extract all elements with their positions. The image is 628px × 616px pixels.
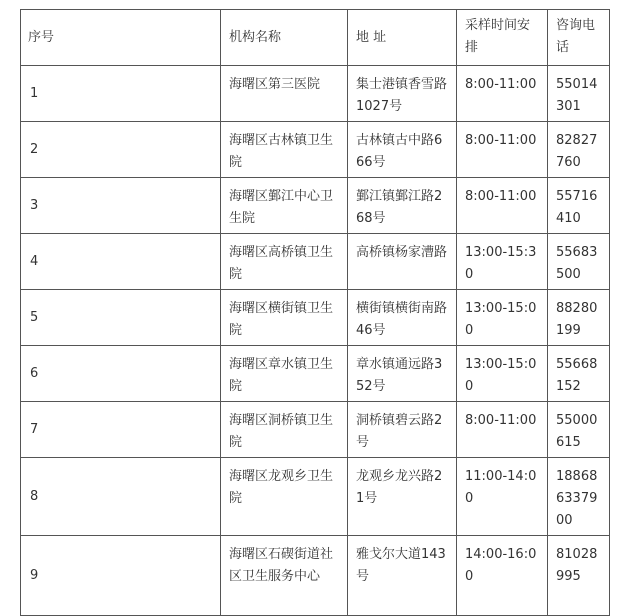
- table-cell-institution-name: [221, 458, 348, 536]
- phone-number: 55683500: [556, 245, 598, 282]
- row-number: 1: [30, 85, 39, 101]
- sampling-time: 8:00-11:00: [465, 77, 537, 92]
- sampling-time: 14:00-16:00: [465, 547, 537, 584]
- table-cell-phone-number: [548, 122, 610, 178]
- phone-number: 55668152: [556, 357, 598, 394]
- table-body: [21, 10, 610, 616]
- table-cell-row-number: [21, 346, 221, 402]
- table-cell-institution-name: [221, 66, 348, 122]
- table-cell-institution-name: [221, 178, 348, 234]
- institution-name: 海曙区章水镇卫生院: [229, 357, 334, 394]
- phone-number: 55716410: [556, 189, 598, 226]
- institution-name: 海曙区第三医院: [229, 77, 321, 92]
- table-row: [21, 458, 610, 536]
- table-cell-address: [348, 402, 457, 458]
- address: 横街镇横街南路46号: [356, 301, 448, 338]
- phone-number: 188686337900: [556, 469, 598, 528]
- address: 集士港镇香雪路1027号: [356, 77, 448, 114]
- phone-number: 81028995: [556, 547, 598, 584]
- institution-name: 海曙区古林镇卫生院: [229, 133, 334, 170]
- table-cell-phone-number: [548, 458, 610, 536]
- row-number: 4: [30, 253, 39, 269]
- address: 古林镇古中路666号: [356, 133, 443, 170]
- address: 章水镇通远路352号: [356, 357, 443, 394]
- institution-name: 海曙区鄞江中心卫生院: [229, 189, 334, 226]
- table-cell-address: [348, 178, 457, 234]
- table-cell-sampling-time: [457, 346, 548, 402]
- row-number: 3: [30, 197, 39, 213]
- header-cell-time: [457, 10, 548, 66]
- phone-number: 55000615: [556, 413, 598, 450]
- table-cell-address: [348, 122, 457, 178]
- phone-number: 82827760: [556, 133, 598, 170]
- table-row: [21, 536, 610, 616]
- table-cell-address: [348, 290, 457, 346]
- header-cell-address: [348, 10, 457, 66]
- table-row: [21, 66, 610, 122]
- table-row: [21, 346, 610, 402]
- header-phone: 咨询电话: [556, 18, 596, 55]
- table-cell-phone-number: [548, 178, 610, 234]
- header-cell-phone: [548, 10, 610, 66]
- table-cell-sampling-time: [457, 178, 548, 234]
- table-cell-row-number: [21, 234, 221, 290]
- address: 龙观乡龙兴路21号: [356, 469, 443, 506]
- table-cell-sampling-time: [457, 536, 548, 616]
- table-cell-sampling-time: [457, 66, 548, 122]
- address: 鄞江镇鄞江路268号: [356, 189, 443, 226]
- sampling-time: 13:00-15:30: [465, 245, 537, 282]
- table-cell-row-number: [21, 458, 221, 536]
- testing-sites-table: [20, 9, 610, 616]
- sampling-time: 8:00-11:00: [465, 133, 537, 148]
- table-cell-phone-number: [548, 66, 610, 122]
- header-cell-name: [221, 10, 348, 66]
- table-row: [21, 290, 610, 346]
- table-row: [21, 178, 610, 234]
- table-cell-phone-number: [548, 402, 610, 458]
- table-row: [21, 234, 610, 290]
- table-cell-address: [348, 66, 457, 122]
- table-cell-institution-name: [221, 290, 348, 346]
- table-cell-row-number: [21, 536, 221, 616]
- institution-name: 海曙区洞桥镇卫生院: [229, 413, 334, 450]
- sampling-time: 13:00-15:00: [465, 357, 537, 394]
- table-cell-address: [348, 346, 457, 402]
- header-address: 地 址: [356, 30, 387, 45]
- institution-name: 海曙区横街镇卫生院: [229, 301, 334, 338]
- table-cell-institution-name: [221, 346, 348, 402]
- institution-name: 海曙区龙观乡卫生院: [229, 469, 334, 506]
- institution-name: 海曙区高桥镇卫生院: [229, 245, 334, 282]
- table-cell-row-number: [21, 66, 221, 122]
- header-time: 采样时间安排: [465, 18, 531, 55]
- table-cell-phone-number: [548, 234, 610, 290]
- row-number: 6: [30, 365, 39, 381]
- table-cell-row-number: [21, 402, 221, 458]
- header-no: 序号: [28, 30, 55, 45]
- table-cell-sampling-time: [457, 122, 548, 178]
- row-number: 9: [30, 567, 39, 583]
- header-row: [21, 10, 610, 66]
- header-name: 机构名称: [229, 30, 282, 45]
- table-cell-row-number: [21, 122, 221, 178]
- table-cell-sampling-time: [457, 402, 548, 458]
- table-cell-phone-number: [548, 346, 610, 402]
- phone-number: 55014301: [556, 77, 598, 114]
- table-cell-institution-name: [221, 536, 348, 616]
- table-cell-institution-name: [221, 402, 348, 458]
- address: 高桥镇杨家漕路: [356, 245, 448, 260]
- institution-name: 海曙区石碶街道社区卫生服务中心: [229, 547, 334, 584]
- phone-number: 88280199: [556, 301, 598, 338]
- sampling-time: 13:00-15:00: [465, 301, 537, 338]
- sampling-time: 11:00-14:00: [465, 469, 537, 506]
- row-number: 7: [30, 421, 39, 437]
- table-cell-row-number: [21, 290, 221, 346]
- table-cell-row-number: [21, 178, 221, 234]
- row-number: 5: [30, 309, 39, 325]
- sampling-time: 8:00-11:00: [465, 413, 537, 428]
- table-cell-address: [348, 234, 457, 290]
- table-cell-sampling-time: [457, 234, 548, 290]
- table-cell-sampling-time: [457, 290, 548, 346]
- table-cell-institution-name: [221, 234, 348, 290]
- table-cell-institution-name: [221, 122, 348, 178]
- table-row: [21, 402, 610, 458]
- row-number: 2: [30, 141, 39, 157]
- row-number: 8: [30, 488, 39, 504]
- header-cell-no: [21, 10, 221, 66]
- table-cell-phone-number: [548, 290, 610, 346]
- table-row: [21, 122, 610, 178]
- address: 雅戈尔大道143号: [356, 547, 446, 584]
- table-cell-address: [348, 536, 457, 616]
- table-cell-sampling-time: [457, 458, 548, 536]
- address: 洞桥镇碧云路2号: [356, 413, 443, 450]
- table-cell-address: [348, 458, 457, 536]
- sampling-time: 8:00-11:00: [465, 189, 537, 204]
- table-cell-phone-number: [548, 536, 610, 616]
